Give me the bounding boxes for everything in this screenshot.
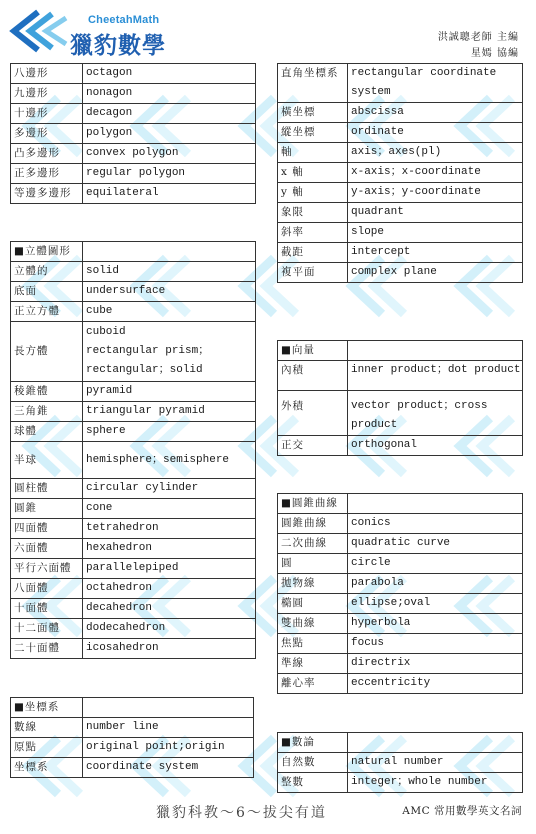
term-english: decahedron — [83, 599, 256, 619]
term-english: axis；axes(pl) — [348, 143, 523, 163]
term-chinese: 等邊多邊形 — [11, 184, 83, 204]
term-chinese: 正交 — [278, 436, 348, 456]
term-english: quadrant — [348, 203, 523, 223]
glossary-row — [11, 104, 256, 124]
table-body — [278, 494, 523, 694]
term-english: original point;origin — [83, 738, 254, 758]
glossary-row — [11, 184, 256, 204]
term-chinese: y 軸 — [278, 183, 348, 203]
term-chinese: 立體的 — [11, 262, 83, 282]
section-heading-blank-cell — [83, 698, 254, 718]
glossary-row — [11, 479, 256, 499]
glossary-row — [278, 391, 523, 436]
term-chinese: 二十面體 — [11, 639, 83, 659]
term-english: sphere — [83, 422, 256, 442]
term-english: regular polygon — [83, 164, 256, 184]
term-english: decagon — [83, 104, 256, 124]
term-english: y-axis；y-coordinate — [348, 183, 523, 203]
table-body — [11, 64, 256, 204]
glossary-row — [278, 514, 523, 534]
term-english: integer；whole number — [348, 773, 523, 793]
term-english: hyperbola — [348, 614, 523, 634]
glossary-row — [11, 322, 256, 382]
term-english: circular cylinder — [83, 479, 256, 499]
glossary-row — [278, 594, 523, 614]
glossary-row — [11, 539, 256, 559]
logo — [8, 8, 178, 59]
glossary-row — [11, 262, 256, 282]
term-english: triangular pyramid — [83, 402, 256, 422]
glossary-row — [11, 84, 256, 104]
term-english: dodecahedron — [83, 619, 256, 639]
term-chinese: 整數 — [278, 773, 348, 793]
term-chinese: 軸 — [278, 143, 348, 163]
term-english: inner product；dot product — [348, 361, 523, 391]
term-chinese: 四面體 — [11, 519, 83, 539]
term-chinese: 三角錐 — [11, 402, 83, 422]
term-english: solid — [83, 262, 256, 282]
term-chinese: 球體 — [11, 422, 83, 442]
glossary-row — [11, 519, 256, 539]
glossary-row — [278, 654, 523, 674]
glossary-row — [278, 614, 523, 634]
section-heading-row — [278, 494, 523, 514]
glossary-row — [278, 143, 523, 163]
chief-editor: 洪誠聰老師 主編 — [437, 32, 519, 43]
glossary-row — [11, 64, 256, 84]
term-english: abscissa — [348, 103, 523, 123]
footer-title: AMC 常用數學英文名詞 — [402, 805, 522, 817]
term-chinese: 正多邊形 — [11, 164, 83, 184]
term-english: octahedron — [83, 579, 256, 599]
term-chinese: x 軸 — [278, 163, 348, 183]
term-english: polygon — [83, 124, 256, 144]
term-english: parallelepiped — [83, 559, 256, 579]
term-chinese: 多邊形 — [11, 124, 83, 144]
glossary-row — [11, 442, 256, 479]
term-chinese: 長方體 — [11, 322, 83, 382]
section-heading-row — [278, 341, 523, 361]
glossary-row — [11, 599, 256, 619]
polygons-table — [10, 63, 256, 204]
section-heading: ■坐標系 — [11, 698, 83, 718]
term-chinese: 複平面 — [278, 263, 348, 283]
term-chinese: 坐標系 — [11, 758, 83, 778]
term-chinese: 象限 — [278, 203, 348, 223]
glossary-row — [278, 574, 523, 594]
term-chinese: 雙曲線 — [278, 614, 348, 634]
cheetah-chevron-logo-icon — [8, 8, 74, 54]
section-heading-blank-cell — [348, 341, 523, 361]
glossary-row — [278, 223, 523, 243]
term-chinese: 圓 — [278, 554, 348, 574]
glossary-row — [278, 183, 523, 203]
term-chinese: 橫坐標 — [278, 103, 348, 123]
term-chinese: 自然數 — [278, 753, 348, 773]
term-english: complex plane — [348, 263, 523, 283]
term-chinese: 拋物線 — [278, 574, 348, 594]
term-chinese: 準線 — [278, 654, 348, 674]
term-chinese: 九邊形 — [11, 84, 83, 104]
glossary-row — [278, 203, 523, 223]
term-english: intercept — [348, 243, 523, 263]
term-english: octagon — [83, 64, 256, 84]
term-english: slope — [348, 223, 523, 243]
term-english: equilateral — [83, 184, 256, 204]
term-english: cone — [83, 499, 256, 519]
co-editor: 星嫣 協編 — [470, 48, 519, 59]
term-english: convex polygon — [83, 144, 256, 164]
term-chinese: 直角坐標系 — [278, 64, 348, 103]
number-theory-table — [277, 732, 523, 793]
term-chinese: 半球 — [11, 442, 83, 479]
term-chinese: 橢圓 — [278, 594, 348, 614]
term-english: tetrahedron — [83, 519, 256, 539]
term-english: natural number — [348, 753, 523, 773]
term-english: hemisphere；semisphere — [83, 442, 256, 479]
section-heading-blank-cell — [348, 494, 523, 514]
glossary-row — [278, 773, 523, 793]
term-english: cuboid rectangular prism； rectangular；solid — [83, 322, 256, 382]
term-chinese: 內積 — [278, 361, 348, 391]
glossary-row — [11, 758, 254, 778]
term-english: eccentricity — [348, 674, 523, 694]
term-english: ordinate — [348, 123, 523, 143]
glossary-row — [11, 302, 256, 322]
term-chinese: 數線 — [11, 718, 83, 738]
term-chinese: 八邊形 — [11, 64, 83, 84]
conic-sections-table — [277, 493, 523, 694]
glossary-row — [11, 639, 256, 659]
term-english: ellipse;oval — [348, 594, 523, 614]
glossary-row — [278, 674, 523, 694]
glossary-row — [11, 619, 256, 639]
glossary-row — [11, 559, 256, 579]
glossary-row — [11, 402, 256, 422]
table-body — [278, 733, 523, 793]
term-chinese: 底面 — [11, 282, 83, 302]
section-heading-blank-cell — [348, 733, 523, 753]
section-heading-blank-cell — [83, 242, 256, 262]
term-english: cube — [83, 302, 256, 322]
glossary-row — [11, 718, 254, 738]
term-chinese: 圓柱體 — [11, 479, 83, 499]
term-chinese: 六面體 — [11, 539, 83, 559]
glossary-row — [11, 144, 256, 164]
section-heading: ■向量 — [278, 341, 348, 361]
term-chinese: 平行六面體 — [11, 559, 83, 579]
section-heading: ■圓錐曲線 — [278, 494, 348, 514]
term-chinese: 離心率 — [278, 674, 348, 694]
footer-slogan: 獵豹科教～6～拔尖有道 — [156, 805, 327, 821]
glossary-row — [11, 282, 256, 302]
term-english: focus — [348, 634, 523, 654]
glossary-row — [11, 124, 256, 144]
glossary-row — [278, 243, 523, 263]
term-english: coordinate system — [83, 758, 254, 778]
glossary-row — [278, 361, 523, 391]
glossary-row — [11, 738, 254, 758]
logo-chinese-name: 獵豹數學 — [70, 33, 166, 59]
term-chinese: 稜錐體 — [11, 382, 83, 402]
glossary-row — [11, 499, 256, 519]
section-heading-row — [278, 733, 523, 753]
term-english: number line — [83, 718, 254, 738]
glossary-row — [11, 164, 256, 184]
table-body — [11, 698, 254, 778]
section-heading: ■數論 — [278, 733, 348, 753]
term-english: nonagon — [83, 84, 256, 104]
term-chinese: 凸多邊形 — [11, 144, 83, 164]
term-chinese: 十面體 — [11, 599, 83, 619]
term-english: circle — [348, 554, 523, 574]
logo-english-name: CheetahMath — [88, 14, 160, 26]
glossary-row — [278, 554, 523, 574]
term-chinese: 外積 — [278, 391, 348, 436]
vectors-table — [277, 340, 523, 456]
term-chinese: 原點 — [11, 738, 83, 758]
cartesian-coordinates-table — [277, 63, 523, 283]
term-chinese: 八面體 — [11, 579, 83, 599]
term-chinese: 十二面體 — [11, 619, 83, 639]
term-chinese: 圓錐曲線 — [278, 514, 348, 534]
glossary-row — [278, 534, 523, 554]
term-chinese: 正立方體 — [11, 302, 83, 322]
term-english: icosahedron — [83, 639, 256, 659]
solids-table — [10, 241, 256, 659]
section-heading: ■立體圖形 — [11, 242, 83, 262]
glossary-row — [278, 634, 523, 654]
term-english: parabola — [348, 574, 523, 594]
term-english: quadratic curve — [348, 534, 523, 554]
glossary-row — [11, 422, 256, 442]
term-chinese: 二次曲線 — [278, 534, 348, 554]
term-english: pyramid — [83, 382, 256, 402]
term-english: directrix — [348, 654, 523, 674]
term-english: conics — [348, 514, 523, 534]
term-chinese: 焦點 — [278, 634, 348, 654]
section-heading-row — [11, 242, 256, 262]
term-english: vector product；cross product — [348, 391, 523, 436]
editor-credits — [438, 30, 519, 62]
glossary-row — [11, 382, 256, 402]
glossary-row — [278, 103, 523, 123]
glossary-row — [278, 64, 523, 103]
glossary-row — [278, 163, 523, 183]
glossary-row — [278, 263, 523, 283]
term-english: undersurface — [83, 282, 256, 302]
term-chinese: 十邊形 — [11, 104, 83, 124]
term-chinese: 縱坐標 — [278, 123, 348, 143]
glossary-row — [11, 579, 256, 599]
term-english: rectangular coordinate system — [348, 64, 523, 103]
section-heading-row — [11, 698, 254, 718]
glossary-row — [278, 123, 523, 143]
term-chinese: 圓錐 — [11, 499, 83, 519]
glossary-row — [278, 753, 523, 773]
term-english: orthogonal — [348, 436, 523, 456]
term-chinese: 截距 — [278, 243, 348, 263]
glossary-row — [278, 436, 523, 456]
coordinate-system-table — [10, 697, 254, 778]
table-body — [278, 341, 523, 456]
table-body — [278, 64, 523, 283]
term-english: x-axis；x-coordinate — [348, 163, 523, 183]
table-body — [11, 242, 256, 659]
term-english: hexahedron — [83, 539, 256, 559]
term-chinese: 斜率 — [278, 223, 348, 243]
